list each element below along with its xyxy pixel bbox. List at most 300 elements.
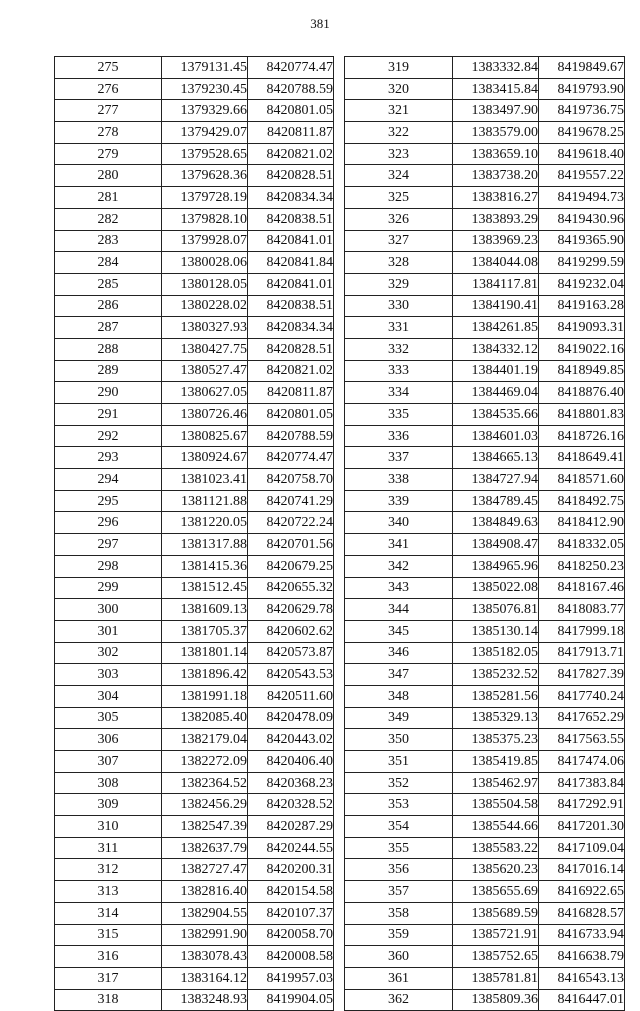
- x-coordinate-cell: 1381220.05: [162, 512, 248, 534]
- y-coordinate-cell: 8420774.47: [248, 447, 334, 469]
- y-coordinate-cell: 8420838.51: [248, 208, 334, 230]
- y-coordinate-cell: 8420741.29: [248, 490, 334, 512]
- x-coordinate-cell: 1379628.36: [162, 165, 248, 187]
- x-coordinate-cell: 1385375.23: [453, 729, 539, 751]
- y-coordinate-cell: 8418492.75: [539, 490, 625, 512]
- table-row: [55, 78, 334, 100]
- point-number-cell: 301: [55, 620, 162, 642]
- y-coordinate-cell: 8420543.53: [248, 664, 334, 686]
- table-row: [55, 252, 334, 274]
- y-coordinate-cell: 8420821.02: [248, 360, 334, 382]
- y-coordinate-cell: 8420801.05: [248, 404, 334, 426]
- y-coordinate-cell: 8420443.02: [248, 729, 334, 751]
- table-row: [55, 881, 334, 903]
- table-row: [55, 360, 334, 382]
- table-row: [345, 794, 625, 816]
- point-number-cell: 304: [55, 685, 162, 707]
- y-coordinate-cell: 8420841.01: [248, 230, 334, 252]
- point-number-cell: 325: [345, 187, 453, 209]
- x-coordinate-cell: 1385689.59: [453, 902, 539, 924]
- point-number-cell: 321: [345, 100, 453, 122]
- x-coordinate-cell: 1379528.65: [162, 143, 248, 165]
- table-row: [345, 534, 625, 556]
- y-coordinate-cell: 8417109.04: [539, 837, 625, 859]
- x-coordinate-cell: 1384401.19: [453, 360, 539, 382]
- y-coordinate-cell: 8420406.40: [248, 751, 334, 773]
- point-number-cell: 293: [55, 447, 162, 469]
- point-number-cell: 282: [55, 208, 162, 230]
- table-row: [345, 100, 625, 122]
- point-number-cell: 308: [55, 772, 162, 794]
- x-coordinate-cell: 1385781.81: [453, 967, 539, 989]
- y-coordinate-cell: 8417474.06: [539, 751, 625, 773]
- table-row: [55, 967, 334, 989]
- y-coordinate-cell: 8417563.55: [539, 729, 625, 751]
- point-number-cell: 289: [55, 360, 162, 382]
- x-coordinate-cell: 1382456.29: [162, 794, 248, 816]
- point-number-cell: 312: [55, 859, 162, 881]
- y-coordinate-cell: 8418876.40: [539, 382, 625, 404]
- x-coordinate-cell: 1383332.84: [453, 57, 539, 79]
- y-coordinate-cell: 8420841.84: [248, 252, 334, 274]
- point-number-cell: 349: [345, 707, 453, 729]
- point-number-cell: 361: [345, 967, 453, 989]
- x-coordinate-cell: 1381317.88: [162, 534, 248, 556]
- point-number-cell: 339: [345, 490, 453, 512]
- y-coordinate-cell: 8419678.25: [539, 122, 625, 144]
- x-coordinate-cell: 1384965.96: [453, 555, 539, 577]
- x-coordinate-cell: 1385419.85: [453, 751, 539, 773]
- x-coordinate-cell: 1383497.90: [453, 100, 539, 122]
- table-row: [55, 707, 334, 729]
- y-coordinate-cell: 8420811.87: [248, 382, 334, 404]
- y-coordinate-cell: 8419793.90: [539, 78, 625, 100]
- table-row: [55, 469, 334, 491]
- point-number-cell: 330: [345, 295, 453, 317]
- table-row: [55, 577, 334, 599]
- x-coordinate-cell: 1384332.12: [453, 338, 539, 360]
- y-coordinate-cell: 8419957.03: [248, 967, 334, 989]
- table-row: [345, 512, 625, 534]
- y-coordinate-cell: 8417016.14: [539, 859, 625, 881]
- y-coordinate-cell: 8419430.96: [539, 208, 625, 230]
- x-coordinate-cell: 1379429.07: [162, 122, 248, 144]
- point-number-cell: 334: [345, 382, 453, 404]
- y-coordinate-cell: 8420655.32: [248, 577, 334, 599]
- point-number-cell: 335: [345, 404, 453, 426]
- point-number-cell: 320: [345, 78, 453, 100]
- point-number-cell: 280: [55, 165, 162, 187]
- point-number-cell: 311: [55, 837, 162, 859]
- x-coordinate-cell: 1381609.13: [162, 599, 248, 621]
- table-row: [55, 642, 334, 664]
- point-number-cell: 286: [55, 295, 162, 317]
- table-row: [55, 599, 334, 621]
- table-row: [55, 751, 334, 773]
- x-coordinate-cell: 1379728.19: [162, 187, 248, 209]
- point-number-cell: 322: [345, 122, 453, 144]
- x-coordinate-cell: 1381512.45: [162, 577, 248, 599]
- point-number-cell: 279: [55, 143, 162, 165]
- point-number-cell: 306: [55, 729, 162, 751]
- y-coordinate-cell: 8418167.46: [539, 577, 625, 599]
- y-coordinate-cell: 8419093.31: [539, 317, 625, 339]
- table-row: [55, 122, 334, 144]
- x-coordinate-cell: 1380726.46: [162, 404, 248, 426]
- x-coordinate-cell: 1385076.81: [453, 599, 539, 621]
- point-number-cell: 347: [345, 664, 453, 686]
- x-coordinate-cell: 1382272.09: [162, 751, 248, 773]
- y-coordinate-cell: 8418949.85: [539, 360, 625, 382]
- point-number-cell: 314: [55, 902, 162, 924]
- table-row: [55, 100, 334, 122]
- table-row: [55, 534, 334, 556]
- point-number-cell: 332: [345, 338, 453, 360]
- table-row: [345, 425, 625, 447]
- y-coordinate-cell: 8416828.57: [539, 902, 625, 924]
- point-number-cell: 331: [345, 317, 453, 339]
- x-coordinate-cell: 1382085.40: [162, 707, 248, 729]
- x-coordinate-cell: 1381121.88: [162, 490, 248, 512]
- table-row: [345, 317, 625, 339]
- point-number-cell: 354: [345, 816, 453, 838]
- point-number-cell: 305: [55, 707, 162, 729]
- x-coordinate-cell: 1383738.20: [453, 165, 539, 187]
- table-row: [345, 555, 625, 577]
- y-coordinate-cell: 8418412.90: [539, 512, 625, 534]
- point-number-cell: 307: [55, 751, 162, 773]
- y-coordinate-cell: 8417827.39: [539, 664, 625, 686]
- point-number-cell: 352: [345, 772, 453, 794]
- table-row: [55, 772, 334, 794]
- point-number-cell: 296: [55, 512, 162, 534]
- x-coordinate-cell: 1384535.66: [453, 404, 539, 426]
- x-coordinate-cell: 1382904.55: [162, 902, 248, 924]
- x-coordinate-cell: 1379131.45: [162, 57, 248, 79]
- x-coordinate-cell: 1385232.52: [453, 664, 539, 686]
- x-coordinate-cell: 1384727.94: [453, 469, 539, 491]
- x-coordinate-cell: 1385281.56: [453, 685, 539, 707]
- point-number-cell: 337: [345, 447, 453, 469]
- y-coordinate-cell: 8419904.05: [248, 989, 334, 1011]
- point-number-cell: 319: [345, 57, 453, 79]
- table-row: [55, 295, 334, 317]
- x-coordinate-cell: 1384044.08: [453, 252, 539, 274]
- y-coordinate-cell: 8419494.73: [539, 187, 625, 209]
- y-coordinate-cell: 8420821.02: [248, 143, 334, 165]
- point-number-cell: 344: [345, 599, 453, 621]
- x-coordinate-cell: 1383164.12: [162, 967, 248, 989]
- y-coordinate-cell: 8419365.90: [539, 230, 625, 252]
- x-coordinate-cell: 1379928.07: [162, 230, 248, 252]
- x-coordinate-cell: 1380228.02: [162, 295, 248, 317]
- y-coordinate-cell: 8420811.87: [248, 122, 334, 144]
- x-coordinate-cell: 1385752.65: [453, 946, 539, 968]
- point-number-cell: 313: [55, 881, 162, 903]
- table-row: [345, 273, 625, 295]
- point-number-cell: 342: [345, 555, 453, 577]
- y-coordinate-cell: 8420834.34: [248, 317, 334, 339]
- table-row: [345, 837, 625, 859]
- point-number-cell: 343: [345, 577, 453, 599]
- x-coordinate-cell: 1383415.84: [453, 78, 539, 100]
- y-coordinate-cell: 8418649.41: [539, 447, 625, 469]
- table-body: [55, 57, 334, 1011]
- y-coordinate-cell: 8420287.29: [248, 816, 334, 838]
- x-coordinate-cell: 1383969.23: [453, 230, 539, 252]
- y-coordinate-cell: 8417652.29: [539, 707, 625, 729]
- table-row: [345, 946, 625, 968]
- table-row: [345, 577, 625, 599]
- x-coordinate-cell: 1379230.45: [162, 78, 248, 100]
- y-coordinate-cell: 8419736.75: [539, 100, 625, 122]
- y-coordinate-cell: 8419849.67: [539, 57, 625, 79]
- table-row: [345, 165, 625, 187]
- x-coordinate-cell: 1385130.14: [453, 620, 539, 642]
- table-row: [55, 143, 334, 165]
- y-coordinate-cell: 8416733.94: [539, 924, 625, 946]
- point-number-cell: 281: [55, 187, 162, 209]
- table-row: [345, 295, 625, 317]
- y-coordinate-cell: 8418332.05: [539, 534, 625, 556]
- y-coordinate-cell: 8416543.13: [539, 967, 625, 989]
- x-coordinate-cell: 1385655.69: [453, 881, 539, 903]
- y-coordinate-cell: 8420244.55: [248, 837, 334, 859]
- table-row: [345, 729, 625, 751]
- table-row: [55, 512, 334, 534]
- y-coordinate-cell: 8420679.25: [248, 555, 334, 577]
- x-coordinate-cell: 1382991.90: [162, 924, 248, 946]
- table-row: [345, 772, 625, 794]
- x-coordinate-cell: 1384117.81: [453, 273, 539, 295]
- x-coordinate-cell: 1380527.47: [162, 360, 248, 382]
- y-coordinate-cell: 8420107.37: [248, 902, 334, 924]
- y-coordinate-cell: 8420478.09: [248, 707, 334, 729]
- table-row: [55, 859, 334, 881]
- point-number-cell: 291: [55, 404, 162, 426]
- x-coordinate-cell: 1381991.18: [162, 685, 248, 707]
- y-coordinate-cell: 8417740.24: [539, 685, 625, 707]
- point-number-cell: 288: [55, 338, 162, 360]
- table-row: [345, 360, 625, 382]
- point-number-cell: 323: [345, 143, 453, 165]
- point-number-cell: 277: [55, 100, 162, 122]
- point-number-cell: 316: [55, 946, 162, 968]
- point-number-cell: 285: [55, 273, 162, 295]
- point-number-cell: 358: [345, 902, 453, 924]
- point-number-cell: 300: [55, 599, 162, 621]
- x-coordinate-cell: 1385182.05: [453, 642, 539, 664]
- y-coordinate-cell: 8417913.71: [539, 642, 625, 664]
- x-coordinate-cell: 1385504.58: [453, 794, 539, 816]
- table-row: [345, 620, 625, 642]
- point-number-cell: 324: [345, 165, 453, 187]
- table-row: [345, 490, 625, 512]
- y-coordinate-cell: 8416638.79: [539, 946, 625, 968]
- table-row: [55, 794, 334, 816]
- table-row: [55, 620, 334, 642]
- table-row: [345, 404, 625, 426]
- point-number-cell: 329: [345, 273, 453, 295]
- x-coordinate-cell: 1380627.05: [162, 382, 248, 404]
- y-coordinate-cell: 8417292.91: [539, 794, 625, 816]
- table-row: [345, 816, 625, 838]
- point-number-cell: 283: [55, 230, 162, 252]
- y-coordinate-cell: 8420511.60: [248, 685, 334, 707]
- point-number-cell: 357: [345, 881, 453, 903]
- x-coordinate-cell: 1385809.36: [453, 989, 539, 1011]
- y-coordinate-cell: 8420774.47: [248, 57, 334, 79]
- table-row: [55, 57, 334, 79]
- y-coordinate-cell: 8420328.52: [248, 794, 334, 816]
- point-number-cell: 341: [345, 534, 453, 556]
- table-row: [55, 187, 334, 209]
- table-row: [345, 122, 625, 144]
- table-row: [55, 664, 334, 686]
- y-coordinate-cell: 8419299.59: [539, 252, 625, 274]
- point-number-cell: 326: [345, 208, 453, 230]
- table-row: [55, 425, 334, 447]
- point-number-cell: 351: [345, 751, 453, 773]
- x-coordinate-cell: 1382364.52: [162, 772, 248, 794]
- point-number-cell: 295: [55, 490, 162, 512]
- y-coordinate-cell: 8417999.18: [539, 620, 625, 642]
- table-row: [345, 859, 625, 881]
- x-coordinate-cell: 1383579.00: [453, 122, 539, 144]
- x-coordinate-cell: 1380327.93: [162, 317, 248, 339]
- point-number-cell: 318: [55, 989, 162, 1011]
- y-coordinate-cell: 8417201.30: [539, 816, 625, 838]
- x-coordinate-cell: 1385583.22: [453, 837, 539, 859]
- point-number-cell: 278: [55, 122, 162, 144]
- y-coordinate-cell: 8420008.58: [248, 946, 334, 968]
- table-row: [345, 208, 625, 230]
- point-number-cell: 303: [55, 664, 162, 686]
- point-number-cell: 350: [345, 729, 453, 751]
- x-coordinate-cell: 1383659.10: [453, 143, 539, 165]
- table-body: [345, 57, 625, 1011]
- y-coordinate-cell: 8420629.78: [248, 599, 334, 621]
- point-number-cell: 345: [345, 620, 453, 642]
- point-number-cell: 275: [55, 57, 162, 79]
- x-coordinate-cell: 1383893.29: [453, 208, 539, 230]
- table-row: [55, 729, 334, 751]
- y-coordinate-cell: 8420602.62: [248, 620, 334, 642]
- table-row: [345, 230, 625, 252]
- point-number-cell: 294: [55, 469, 162, 491]
- y-coordinate-cell: 8420788.59: [248, 425, 334, 447]
- y-coordinate-cell: 8419557.22: [539, 165, 625, 187]
- y-coordinate-cell: 8419232.04: [539, 273, 625, 295]
- point-number-cell: 338: [345, 469, 453, 491]
- point-number-cell: 359: [345, 924, 453, 946]
- table-row: [345, 78, 625, 100]
- point-number-cell: 315: [55, 924, 162, 946]
- table-row: [345, 382, 625, 404]
- y-coordinate-cell: 8420801.05: [248, 100, 334, 122]
- point-number-cell: 309: [55, 794, 162, 816]
- x-coordinate-cell: 1379828.10: [162, 208, 248, 230]
- table-row: [55, 924, 334, 946]
- y-coordinate-cell: 8418801.83: [539, 404, 625, 426]
- table-row: [345, 685, 625, 707]
- point-number-cell: 348: [345, 685, 453, 707]
- coordinates-table-left: [54, 56, 334, 1011]
- table-row: [55, 816, 334, 838]
- point-number-cell: 340: [345, 512, 453, 534]
- table-row: [345, 338, 625, 360]
- point-number-cell: 290: [55, 382, 162, 404]
- table-row: [345, 902, 625, 924]
- table-row: [55, 555, 334, 577]
- point-number-cell: 336: [345, 425, 453, 447]
- x-coordinate-cell: 1384601.03: [453, 425, 539, 447]
- table-row: [345, 967, 625, 989]
- y-coordinate-cell: 8420788.59: [248, 78, 334, 100]
- x-coordinate-cell: 1382179.04: [162, 729, 248, 751]
- table-row: [55, 317, 334, 339]
- table-row: [345, 187, 625, 209]
- table-row: [55, 946, 334, 968]
- x-coordinate-cell: 1380028.06: [162, 252, 248, 274]
- page-number: 381: [310, 16, 330, 31]
- point-number-cell: 356: [345, 859, 453, 881]
- table-row: [55, 404, 334, 426]
- y-coordinate-cell: 8420200.31: [248, 859, 334, 881]
- coordinates-table-right: [344, 56, 625, 1011]
- table-row: [345, 469, 625, 491]
- y-coordinate-cell: 8418083.77: [539, 599, 625, 621]
- point-number-cell: 276: [55, 78, 162, 100]
- x-coordinate-cell: 1383816.27: [453, 187, 539, 209]
- point-number-cell: 297: [55, 534, 162, 556]
- x-coordinate-cell: 1384665.13: [453, 447, 539, 469]
- x-coordinate-cell: 1381705.37: [162, 620, 248, 642]
- x-coordinate-cell: 1385329.13: [453, 707, 539, 729]
- table-row: [345, 447, 625, 469]
- x-coordinate-cell: 1380924.67: [162, 447, 248, 469]
- y-coordinate-cell: 8416922.65: [539, 881, 625, 903]
- x-coordinate-cell: 1381415.36: [162, 555, 248, 577]
- y-coordinate-cell: 8420828.51: [248, 165, 334, 187]
- y-coordinate-cell: 8419022.16: [539, 338, 625, 360]
- table-row: [55, 490, 334, 512]
- point-number-cell: 298: [55, 555, 162, 577]
- table-row: [55, 989, 334, 1011]
- point-number-cell: 310: [55, 816, 162, 838]
- x-coordinate-cell: 1384261.85: [453, 317, 539, 339]
- point-number-cell: 328: [345, 252, 453, 274]
- x-coordinate-cell: 1382547.39: [162, 816, 248, 838]
- y-coordinate-cell: 8420058.70: [248, 924, 334, 946]
- table-row: [345, 143, 625, 165]
- y-coordinate-cell: 8418250.23: [539, 555, 625, 577]
- table-row: [345, 664, 625, 686]
- x-coordinate-cell: 1385620.23: [453, 859, 539, 881]
- point-number-cell: 360: [345, 946, 453, 968]
- point-number-cell: 333: [345, 360, 453, 382]
- x-coordinate-cell: 1385544.66: [453, 816, 539, 838]
- x-coordinate-cell: 1384908.47: [453, 534, 539, 556]
- table-row: [55, 837, 334, 859]
- table-row: [345, 989, 625, 1011]
- x-coordinate-cell: 1381801.14: [162, 642, 248, 664]
- table-row: [345, 751, 625, 773]
- y-coordinate-cell: 8420838.51: [248, 295, 334, 317]
- x-coordinate-cell: 1381896.42: [162, 664, 248, 686]
- x-coordinate-cell: 1384190.41: [453, 295, 539, 317]
- x-coordinate-cell: 1382637.79: [162, 837, 248, 859]
